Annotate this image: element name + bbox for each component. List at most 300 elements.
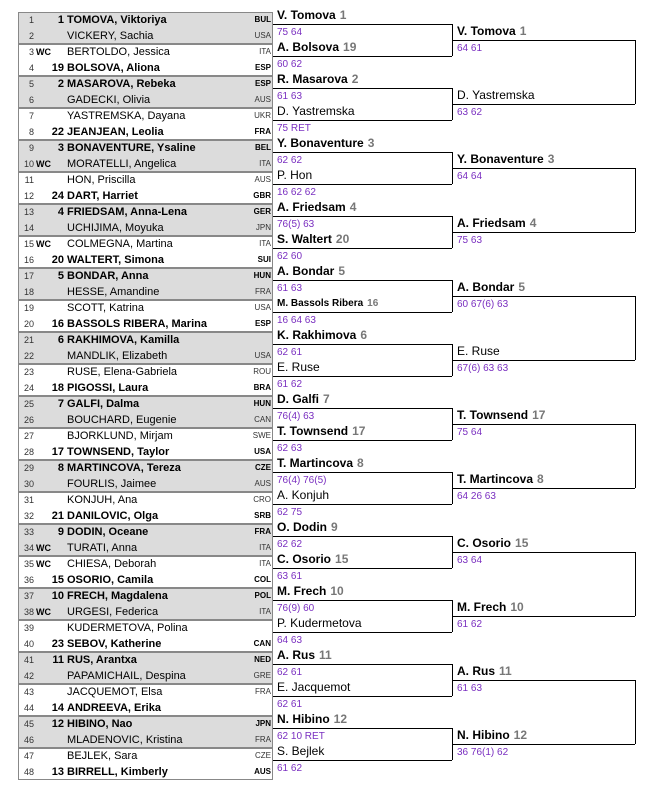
entry-position: 39 [23,623,34,633]
round2-score: 62 62 [277,155,303,166]
round3-player-label: T. Townsend [457,408,529,422]
entry-country: POL [254,591,271,600]
round2-player-label: K. Rakhimova [277,328,357,342]
round2-line [273,728,452,729]
round2-player-seed: 8 [357,456,364,470]
round2-score: 76(9) 60 [277,603,315,614]
round3-line [453,104,635,105]
round2-player-seed: 3 [367,136,375,150]
round2-player-label: S. Bejlek [277,744,325,758]
entry-seed: 1 [57,14,64,26]
entry-position: 16 [23,255,34,265]
round3-player-seed: 5 [518,280,526,294]
round3-score: 36 76(1) 62 [457,747,509,758]
entry-player-name: BEJLEK, Sara [67,750,138,762]
entry-player-name: COLMEGNA, Martina [67,238,173,250]
entry-seed: 5 [57,270,64,282]
entry-country: ESP [254,79,271,88]
entry-player-name: BOUCHARD, Eugenie [67,414,177,426]
round2-player-name [277,327,367,344]
round3-player-seed: 1 [519,24,527,38]
entry-player-name: DODIN, Oceane [67,526,149,538]
round2-player-seed: 12 [333,712,348,726]
round2-player-seed: 17 [352,424,366,438]
entry-country: UKR [254,111,271,120]
round2-player-label: C. Osorio [277,552,332,566]
entry-country: ITA [259,47,271,56]
entry-seed: 23 [51,638,64,650]
round2-player-name [277,583,344,600]
entry-country: ITA [259,607,271,616]
entry-position: 34 [23,543,34,553]
entry-player-name: HESSE, Amandine [67,286,160,298]
round2-player-name [277,455,364,472]
round2-line [273,504,452,505]
round2-player-label: P. Kudermetova [277,616,362,630]
entry-seed: 15 [51,574,64,586]
entry-position: 35 [23,559,34,569]
entry-player-name: MORATELLI, Angelica [67,158,177,170]
entry-country: ITA [259,159,271,168]
entry-position: 33 [23,527,34,537]
entry-seed: 14 [51,702,64,714]
entry-position: 14 [23,223,34,233]
entry-country: ROU [253,367,271,376]
round2-score: 76(4) 63 [277,411,315,422]
round2-line [273,408,452,409]
round2-score: 61 62 [277,763,303,774]
entry-seed: 21 [51,510,64,522]
round2-player-label: O. Dodin [277,520,327,534]
round2-player-name [277,167,312,184]
round3-player-name [457,407,545,424]
round2-line [273,440,452,441]
entry-country: AUS [254,95,271,104]
entry-player-name: BONDAR, Anna [67,270,149,282]
round3-score: 63 62 [457,107,483,118]
round3-score: 64 61 [457,43,483,54]
round3-player-name [457,87,535,104]
entry-country: ITA [259,559,271,568]
entry-seed: 17 [51,446,64,458]
round2-player-name [277,263,345,280]
round2-score: 62 62 [277,539,303,550]
entry-country: BRA [253,383,271,392]
round2-line [273,664,452,665]
round2-score: 76(4) 76(5) [277,475,327,486]
entry-player-name: TURATI, Anna [67,542,138,554]
entry-player-name: TOMOVA, Viktoriya [67,14,167,26]
round2-player-label: T. Townsend [277,424,349,438]
round2-score: 62 61 [277,667,303,678]
entry-country: CAN [253,639,271,648]
round3-connector [635,680,636,744]
round2-player-label: A. Bondar [277,264,335,278]
round2-player-label: V. Tomova [277,8,336,22]
entry-position: 23 [23,367,34,377]
entry-position: 44 [23,703,34,713]
entry-player-name: SCOTT, Katrina [67,302,145,314]
round3-score: 67(6) 63 63 [457,363,509,374]
entry-position: 5 [28,79,34,89]
entry-seed: 7 [57,398,64,410]
entry-country: ITA [259,239,271,248]
round3-player-label: E. Ruse [457,344,500,358]
entry-player-name: BOLSOVA, Aliona [67,62,160,74]
round2-player-label: A. Friedsam [277,200,346,214]
round3-player-name [457,727,527,744]
round3-line [453,424,635,425]
entry-seed: 6 [57,334,64,346]
entry-seed: 18 [51,382,64,394]
entry-country: CZE [255,463,271,472]
entry-country: NED [254,655,271,664]
entry-country: GRE [253,671,271,680]
round2-player-name [277,103,355,120]
entry-player-name: DANILOVIC, Olga [67,510,159,522]
entry-player-name: MARTINCOVA, Tereza [67,462,181,474]
round3-player-seed: 11 [499,664,512,678]
entry-seed: 20 [51,254,64,266]
round2-line [273,568,452,569]
entry-player-name: GALFI, Dalma [67,398,140,410]
entry-position: 32 [23,511,34,521]
round3-player-name [457,279,525,296]
round2-line [273,184,452,185]
round3-line [453,232,635,233]
entry-seed: 22 [51,126,64,138]
round2-line [273,312,452,313]
entry-position: 19 [23,303,34,313]
round2-player-seed: 6 [360,328,368,342]
round2-player-seed: 7 [323,392,330,406]
entry-player-name: RUSE, Elena-Gabriela [67,366,178,378]
round3-player-seed: 4 [529,216,537,230]
entry-country: ESP [254,319,271,328]
round2-player-label: T. Martincova [277,456,354,470]
entry-player-name: UCHIJIMA, Moyuka [67,222,164,234]
entry-position: 8 [28,127,34,137]
round2-score: 75 RET [277,123,311,134]
entry-position: 6 [28,95,34,105]
entry-player-name: GADECKI, Olivia [67,94,151,106]
entry-seed: 24 [51,190,64,202]
round3-player-seed: 10 [510,600,524,614]
round2-player-name [277,487,329,504]
entry-tag: WC [36,239,51,249]
round2-line [273,216,452,217]
round2-score: 62 61 [277,347,303,358]
entry-position: 18 [23,287,34,297]
entry-player-name: DART, Harriet [67,190,138,202]
round3-player-seed: 8 [537,472,544,486]
entry-player-name: URGESI, Federica [67,606,159,618]
round3-player-name [457,471,544,488]
round2-line [273,248,452,249]
entry-tag: WC [36,159,51,169]
entry-position: 24 [23,383,34,393]
entry-position: 7 [28,111,34,121]
round2-line [273,24,452,25]
round3-player-label: A. Rus [457,664,496,678]
round2-player-name [277,39,356,56]
round3-score: 61 63 [457,683,483,694]
entry-country: ITA [259,543,271,552]
round2-player-seed: 9 [331,520,338,534]
round2-player-name [277,7,346,24]
round3-player-seed: 12 [513,728,528,742]
entry-position: 3 [28,47,34,57]
entry-player-name: KUDERMETOVA, Polina [67,622,188,634]
round2-score: 61 62 [277,379,303,390]
round3-connector [635,552,636,616]
entry-position: 28 [23,447,34,457]
entry-player-name: TOWNSEND, Taylor [67,446,170,458]
round3-line [453,744,635,745]
round2-player-name [277,199,356,216]
entry-player-name: MANDLIK, Elizabeth [67,350,168,362]
round2-player-label: A. Bolsova [277,40,340,54]
round3-player-label: D. Yastremska [457,88,535,102]
entry-seed: 8 [57,462,64,474]
entry-position: 17 [23,271,34,281]
round3-score: 64 26 63 [457,491,496,502]
entry-player-name: YASTREMSKA, Dayana [67,110,186,122]
round2-player-seed: 2 [351,72,359,86]
round2-player-seed: 16 [367,298,379,309]
round3-score: 63 64 [457,555,483,566]
round2-score: 61 63 [277,91,303,102]
entry-player-name: BIRRELL, Kimberly [67,766,168,778]
round3-player-name [457,23,526,40]
entry-position: 9 [28,143,34,153]
entry-player-name: RAKHIMOVA, Kamilla [67,334,180,346]
round3-line [453,40,635,41]
round2-line [273,88,452,89]
round3-score: 75 63 [457,235,483,246]
round2-line [273,696,452,697]
round3-score: 60 67(6) 63 [457,299,509,310]
entry-position: 21 [23,335,34,345]
round2-player-seed: 1 [339,8,347,22]
round2-player-label: M. Bassols Ribera [277,298,364,309]
round2-player-label: E. Ruse [277,360,320,374]
entry-seed: 13 [51,766,64,778]
round2-player-name [277,519,338,536]
round3-player-label: T. Martincova [457,472,534,486]
entry-position: 2 [28,31,34,41]
entry-country: JPN [255,223,271,232]
entry-country: FRA [254,527,271,536]
round3-player-name [457,343,500,360]
round2-player-label: S. Waltert [277,232,332,246]
round3-line [453,552,635,553]
round3-player-label: A. Bondar [457,280,515,294]
entry-player-name: MASAROVA, Rebeka [67,78,176,90]
entry-player-name: BERTOLDO, Jessica [67,46,170,58]
entry-player-name: HIBINO, Nao [67,718,133,730]
entry-player-name: FRECH, Magdalena [67,590,168,602]
round2-score: 62 61 [277,699,303,710]
round2-player-name [277,71,358,88]
entry-player-name: FOURLIS, Jaimee [67,478,157,490]
entry-country: JPN [255,719,271,728]
entry-seed: 3 [57,142,64,154]
round3-line [453,488,635,489]
entry-position: 47 [23,751,34,761]
entry-player-name: OSORIO, Camila [67,574,154,586]
entry-tag: WC [36,47,51,57]
entry-position: 10 [23,159,34,169]
entry-position: 20 [23,319,34,329]
round2-player-label: P. Hon [277,168,313,182]
entry-country: FRA [255,287,271,296]
round2-score: 62 10 RET [277,731,325,742]
round2-score: 62 75 [277,507,303,518]
round2-player-seed: 5 [338,264,346,278]
round2-line [273,376,452,377]
entry-country: COL [254,575,271,584]
entry-country: CZE [255,751,271,760]
round2-player-label: D. Yastremska [277,104,355,118]
entry-player-name: RUS, Arantxa [67,654,137,666]
entry-position: 43 [23,687,34,697]
round3-score: 64 64 [457,171,483,182]
round2-player-label: A. Konjuh [277,488,330,502]
round2-player-name [277,135,374,152]
round2-player-name [277,423,365,440]
entry-seed: 2 [57,78,64,90]
round3-player-seed: 17 [532,408,546,422]
entry-player-name: BASSOLS RIBERA, Marina [67,318,207,330]
round2-player-label: N. Hibino [277,712,330,726]
round2-player-label: A. Rus [277,648,316,662]
round2-line [273,536,452,537]
entry-tag: WC [36,543,51,553]
round3-player-label: A. Friedsam [457,216,526,230]
entry-position: 40 [23,639,34,649]
entry-country: AUS [254,767,271,776]
round2-score: 16 62 62 [277,187,316,198]
entry-position: 31 [23,495,34,505]
entry-position: 26 [23,415,34,425]
entry-country: FRA [255,687,271,696]
entry-country: AUS [254,175,271,184]
entry-country: USA [254,447,271,456]
round3-line [453,680,635,681]
round3-player-name [457,535,528,552]
round3-connector [635,168,636,232]
entry-position: 15 [23,239,34,249]
entry-player-name: CHIESA, Deborah [67,558,157,570]
entry-seed: 11 [52,654,64,666]
round2-player-name [277,359,320,376]
round2-player-name [277,679,350,696]
round2-score: 62 63 [277,443,303,454]
round2-player-seed: 10 [330,584,344,598]
round3-line [453,168,635,169]
round3-score: 61 62 [457,619,483,630]
entry-country: CAN [254,415,271,424]
entry-country: SUI [257,255,271,264]
entry-country: SWE [252,431,271,440]
round2-player-name [277,551,348,568]
entry-country: USA [254,303,271,312]
entry-country: USA [254,351,271,360]
round2-line [273,56,452,57]
entry-position: 41 [23,655,34,665]
entry-position: 12 [23,191,34,201]
round2-line [273,760,452,761]
round2-line [273,632,452,633]
entry-position: 48 [23,767,34,777]
entry-player-name: ANDREEVA, Erika [67,702,161,714]
entry-country: HUN [253,399,271,408]
round2-player-name [277,391,330,408]
round2-player-seed: 20 [335,232,350,246]
round2-player-name [277,295,378,312]
round2-player-label: D. Galfi [277,392,320,406]
entry-position: 25 [23,399,34,409]
entry-position: 1 [28,15,34,25]
round2-player-name [277,647,332,664]
entry-country: AUS [254,479,271,488]
round3-player-label: Y. Bonaventure [457,152,544,166]
entry-position: 46 [23,735,34,745]
round3-player-name [457,215,536,232]
round2-line [273,280,452,281]
entry-position: 30 [23,479,34,489]
entry-country: SRB [254,511,271,520]
round2-player-label: M. Frech [277,584,327,598]
round3-connector [635,424,636,488]
entry-country: ESP [254,63,271,72]
round2-score: 61 63 [277,283,303,294]
round2-line [273,152,452,153]
entry-seed: 9 [57,526,64,538]
round3-line [453,616,635,617]
entry-position: 37 [23,591,34,601]
round2-score: 63 61 [277,571,303,582]
round2-player-label: R. Masarova [277,72,348,86]
round2-player-name [277,615,362,632]
entry-seed: 10 [51,590,64,602]
entry-seed: 4 [57,206,64,218]
entry-position: 4 [28,63,34,73]
round2-player-seed: 15 [335,552,349,566]
round3-connector [635,296,636,360]
entry-tag: WC [36,607,51,617]
round3-player-label: M. Frech [457,600,507,614]
entry-country: BUL [254,15,271,24]
round3-player-name [457,599,524,616]
round3-player-label: V. Tomova [457,24,516,38]
round3-player-seed: 3 [547,152,555,166]
round2-player-name [277,711,347,728]
entry-country: BEL [255,143,271,152]
entry-country: GBR [253,191,271,200]
entry-player-name: BONAVENTURE, Ysaline [67,142,196,154]
round3-connector [635,40,636,104]
round3-player-label: C. Osorio [457,536,512,550]
entry-player-name: MLADENOVIC, Kristina [67,734,183,746]
entry-player-name: KONJUH, Ana [67,494,138,506]
entry-player-name: HON, Priscilla [67,174,136,186]
entry-country: GER [253,207,271,216]
entry-player-name: JACQUEMOT, Elsa [67,686,163,698]
entry-player-name: FRIEDSAM, Anna-Lena [67,206,187,218]
entry-seed: 16 [51,318,64,330]
